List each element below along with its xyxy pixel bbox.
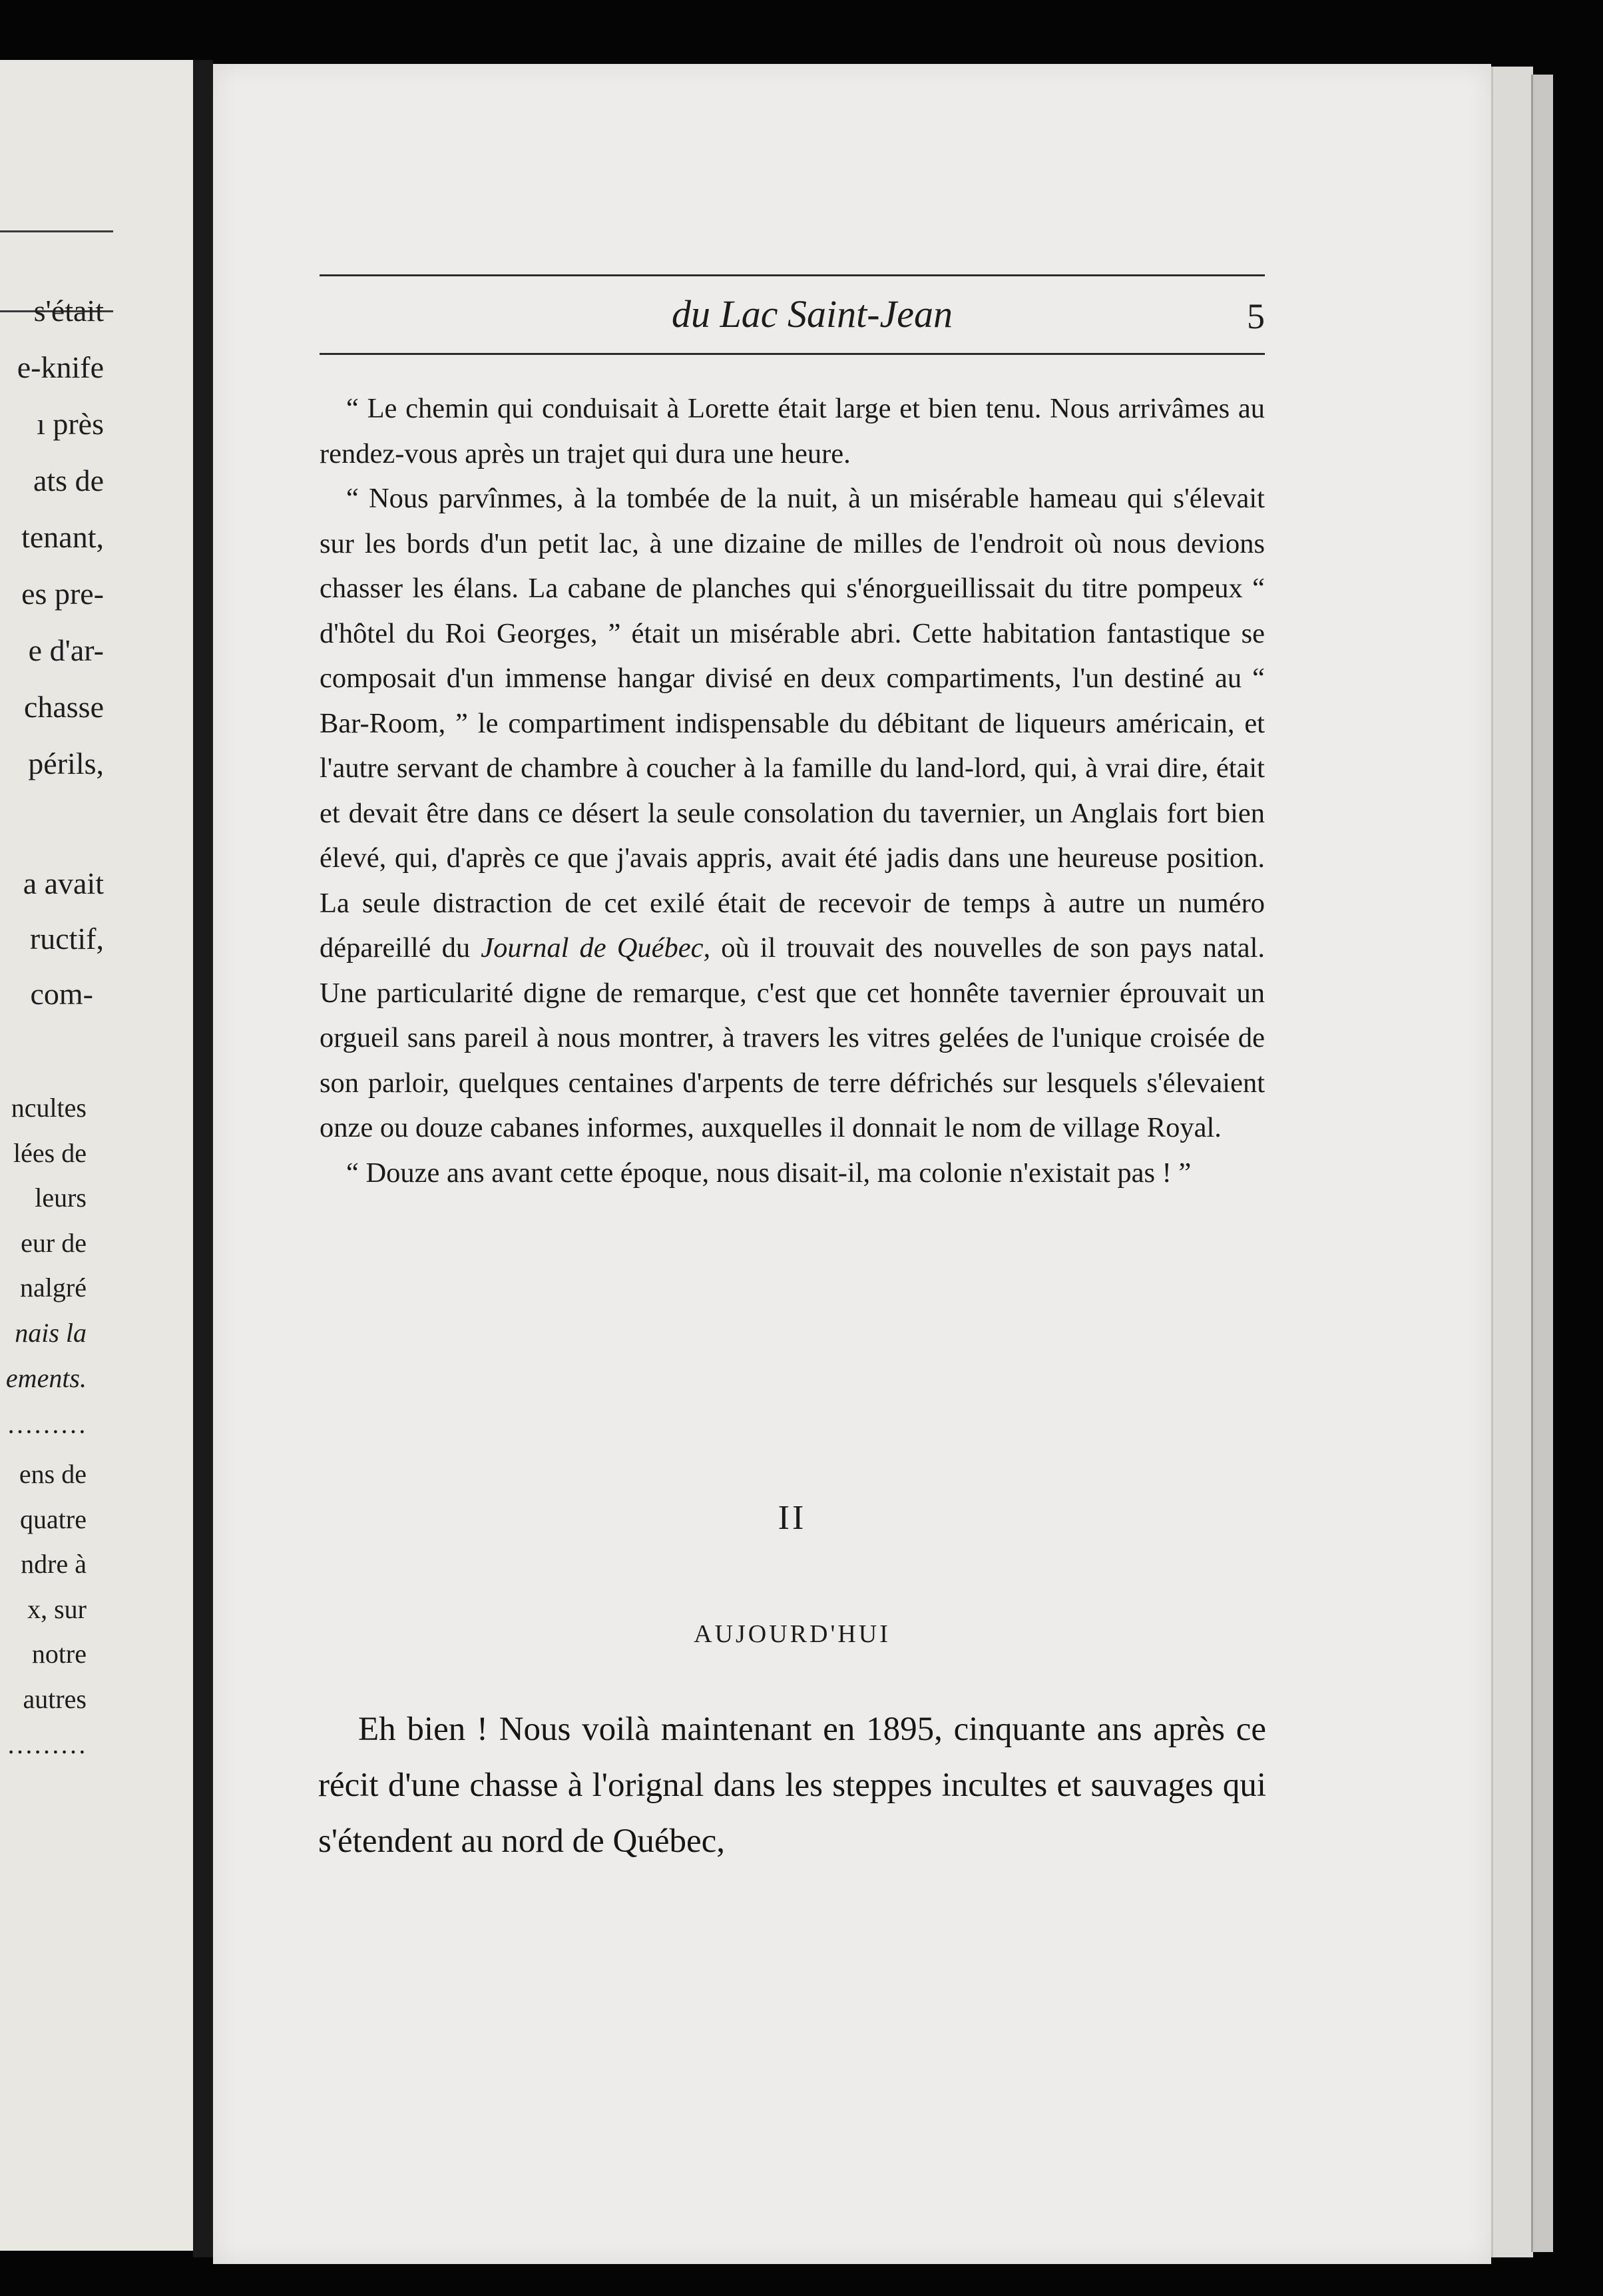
body-text bbox=[320, 386, 1265, 1195]
section-title: AUJOURD'HUI bbox=[694, 1620, 891, 1648]
left-page-line: chasse bbox=[23, 690, 104, 724]
book-gutter bbox=[193, 60, 213, 2257]
left-page-rule-top bbox=[0, 230, 113, 232]
left-page-line-small: ndre à bbox=[21, 1549, 87, 1579]
left-page-line: s'était bbox=[33, 294, 104, 328]
left-page-line-small: ens de bbox=[19, 1459, 87, 1489]
previous-page-fragment bbox=[0, 60, 197, 2251]
paragraph-2-part-a: “ Nous parvînmes, à la tombée de la nuit, à un misérable hameau qui s'élevait sur les bords d'un petit lac, à une dizaine de milles de l'endroit où nous devions chasser les élans. La cabane de planches qui s'énorgueillissait du titre pompeux “ d'hôtel du Roi Georges, ” était un misérable abri. Cette habitation fantastique se composait d'un immense hangar divisé en deux compartiments, l'un destiné au “ Bar-Room, ” le compartiment indispensable du débitant de liqueurs américain, et l'autre servant de chambre à coucher à la famille du land-lord, qui, à vrai dire, était et devait être dans ce désert la seule consolation du tavernier, un Anglais fort bien élevé, qui, d'après ce que j'avais appris, avait été jadis dans une heureuse position. La seule distraction de cet exilé était de recevoir de temps à autre un numéro dépareillé du bbox=[320, 483, 1265, 964]
left-page-line-small: ncultes bbox=[11, 1093, 87, 1123]
page-number: 5 bbox=[1247, 296, 1265, 336]
left-page-line: périls, bbox=[28, 746, 104, 780]
left-page-line-small: leurs bbox=[35, 1183, 87, 1213]
paragraph-3: “ Douze ans avant cette époque, nous disait-il, ma colonie n'existait pas ! ” bbox=[346, 1157, 1192, 1189]
left-page-line-small: autres bbox=[23, 1684, 87, 1714]
left-page-line-small: ……… bbox=[7, 1409, 87, 1439]
header-rule-bottom bbox=[320, 353, 1265, 355]
paragraph-2 bbox=[320, 476, 1265, 1151]
left-page-line-small: eur de bbox=[21, 1228, 87, 1258]
left-page-line: tenant, bbox=[21, 520, 104, 554]
left-page-line: es pre- bbox=[21, 577, 104, 611]
section-paragraph-1: Eh bien ! Nous voilà maintenant en 1895, cinquante ans après ce récit d'une chasse à l'orignal dans les steppes incultes et sauvages qui s'étendent au nord de Québec, bbox=[318, 1711, 1266, 1860]
left-page-line-small: x, sur bbox=[27, 1594, 87, 1624]
running-head bbox=[320, 286, 1265, 346]
section-number: II bbox=[778, 1499, 807, 1537]
running-head-title: du Lac Saint-Jean bbox=[671, 292, 953, 336]
left-page-line: ı près bbox=[37, 407, 104, 441]
page-edge bbox=[1491, 67, 1533, 2257]
section-body bbox=[318, 1701, 1266, 1869]
left-page-line-small: nalgré bbox=[20, 1273, 87, 1302]
page-edge-back bbox=[1531, 75, 1553, 2252]
left-page-line: a avait bbox=[23, 866, 104, 900]
left-page-line: ructif, bbox=[29, 922, 104, 956]
left-page-line-small: notre bbox=[31, 1639, 87, 1669]
left-page-line: ats de bbox=[33, 463, 104, 497]
header-rule-top bbox=[320, 274, 1265, 276]
left-page-line-small: nais la bbox=[15, 1318, 87, 1348]
journal-title: Journal de Québec, bbox=[481, 932, 711, 964]
left-page-line-small: quatre bbox=[20, 1504, 87, 1534]
paragraph-2-part-b: où il trouvait des nouvelles de son pays natal. Une particularité digne de remarque, c'est que cet honnête tavernier éprouvait un orgueil sans pareil à nous montrer, à travers les vitres gelées de l'unique croisée de son parloir, quelques centaines d'arpents de terre défrichés sur lesquels s'élevaient onze ou douze cabanes informes, auxquelles il donnait le nom de village Royal. bbox=[320, 932, 1265, 1143]
left-page-line: e-knife bbox=[17, 350, 104, 384]
paragraph-1: “ Le chemin qui conduisait à Lorette était large et bien tenu. Nous arrivâmes au rendez-vous après un trajet qui dura une heure. bbox=[320, 393, 1265, 469]
left-page-line-small: lées de bbox=[13, 1138, 87, 1168]
left-page-line: com- bbox=[30, 977, 93, 1011]
left-page-line: e d'ar- bbox=[28, 633, 104, 667]
left-page-line-small: ……… bbox=[7, 1729, 87, 1759]
left-page-line-small: ements. bbox=[5, 1363, 87, 1393]
